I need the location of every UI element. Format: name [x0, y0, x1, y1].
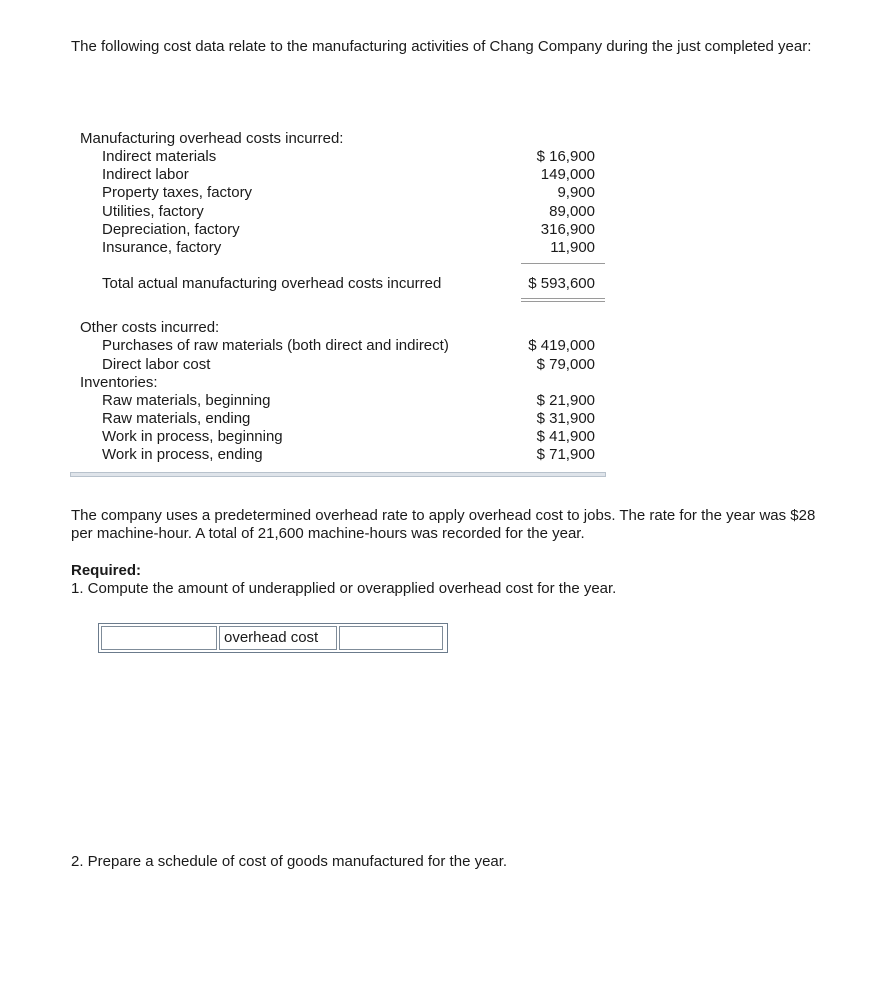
overhead-item-amount: 316,900	[540, 221, 595, 238]
total-double-rule-bottom	[521, 301, 605, 302]
overhead-item-amount: 89,000	[549, 203, 595, 220]
overhead-amount-input[interactable]	[101, 626, 217, 650]
overhead-heading: Manufacturing overhead costs incurred:	[80, 130, 344, 147]
overhead-cost-input[interactable]	[339, 626, 443, 650]
other-cost-amount: $ 79,000	[536, 356, 595, 373]
overhead-item-label: Indirect labor	[102, 166, 189, 183]
inventory-amount: $ 21,900	[536, 392, 595, 409]
overhead-item-amount: 9,900	[557, 184, 595, 201]
other-cost-amount: $ 419,000	[528, 337, 595, 354]
other-cost-label: Direct labor cost	[102, 356, 211, 373]
inventory-label: Work in process, beginning	[102, 428, 283, 445]
intro-text: The following cost data relate to the manufacturing activities of Chang Company during the just completed year:	[71, 38, 812, 55]
question-1: 1. Compute the amount of underapplied or overapplied overhead cost for the year.	[71, 580, 617, 597]
inventories-heading: Inventories:	[80, 374, 158, 391]
inventory-label: Work in process, ending	[102, 446, 263, 463]
overhead-item-label: Insurance, factory	[102, 239, 222, 256]
question-2: 2. Prepare a schedule of cost of goods manufactured for the year.	[71, 853, 508, 870]
subtotal-rule	[521, 263, 605, 264]
overhead-item-label: Property taxes, factory	[102, 184, 253, 201]
answer-row	[98, 623, 448, 653]
inventory-amount: $ 31,900	[536, 410, 595, 427]
overhead-total-label: Total actual manufacturing overhead costs incurred	[102, 275, 442, 292]
rate-paragraph: The company uses a predetermined overhead rate to apply overhead cost to jobs. The rate for the year was $28 per machine-hour. A total of 21,600 machine-hours was recorded for the year.	[71, 507, 816, 542]
overhead-item-label: Utilities, factory	[102, 203, 204, 220]
inventory-amount: $ 41,900	[536, 428, 595, 445]
overhead-total-amount: $ 593,600	[528, 275, 595, 292]
overhead-item-amount: 11,900	[550, 239, 595, 256]
data-panel-border	[70, 472, 606, 477]
other-costs-heading: Other costs incurred:	[80, 319, 220, 336]
inventory-label: Raw materials, beginning	[102, 392, 271, 409]
inventory-amount: $ 71,900	[536, 446, 595, 463]
inventory-label: Raw materials, ending	[102, 410, 251, 427]
overhead-cost-label: overhead cost	[219, 626, 337, 650]
required-heading: Required:	[71, 562, 142, 579]
overhead-item-amount: $ 16,900	[536, 148, 595, 165]
other-cost-label: Purchases of raw materials (both direct and indirect)	[102, 337, 449, 354]
total-double-rule-top	[521, 298, 605, 299]
overhead-item-label: Indirect materials	[102, 148, 217, 165]
overhead-item-label: Depreciation, factory	[102, 221, 240, 238]
overhead-item-amount: 149,000	[540, 166, 595, 183]
